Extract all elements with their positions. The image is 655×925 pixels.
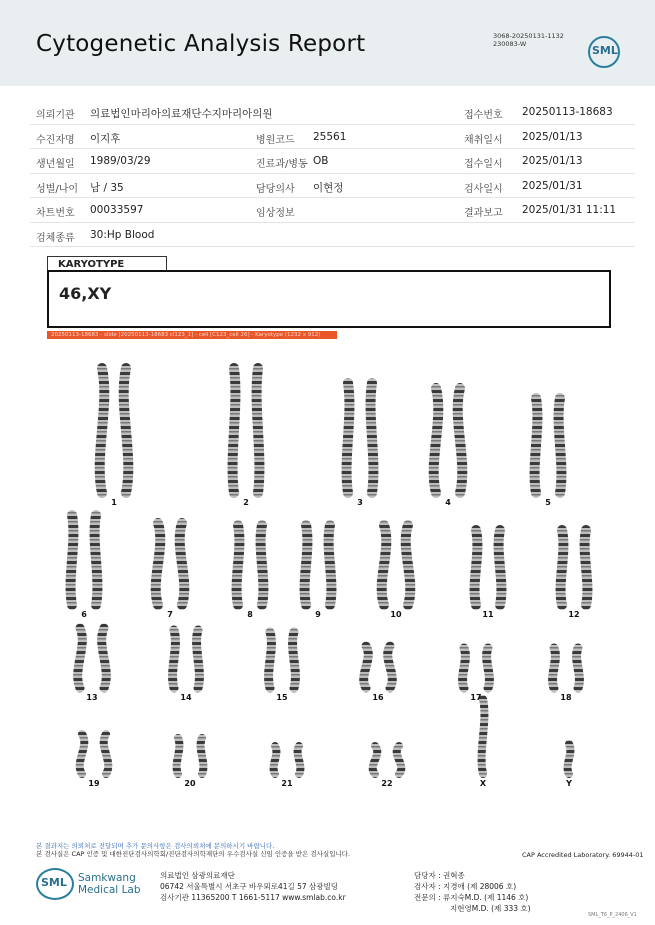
patient-info-table [30,100,635,247]
addr-line3: 검사기관 11365200 T 1661-5117 www.smlab.co.kr [160,893,346,902]
info-value: 30:Hp Blood [90,228,155,241]
report-id [493,32,564,48]
chromosome-label: 11 [482,610,494,619]
info-value: 2025/01/31 11:11 [522,204,617,216]
karyotype-value: 46,XY [59,284,112,303]
karyotype-result-box [47,270,611,328]
chromosome-12 [561,530,564,605]
sign-line2: 검사자 : 지경애 (제 28006 호) [414,882,517,891]
info-row [30,223,635,248]
chromosome-16 [364,646,369,688]
info-label: 의뢰기관 [36,110,75,121]
info-row [30,198,635,223]
report-id-line2: 230083-W [493,40,527,48]
chromosome-label: 3 [357,498,363,507]
report-id-line1: 3068-20250131-1132 [493,32,564,40]
info-label: 임상정보 [256,208,295,219]
chromosome-label: 5 [545,498,551,507]
addr-line2: 06742 서울특별시 서초구 바우뫼로41길 57 삼광빌딩 [160,882,339,891]
sml-logo-text: SML [41,876,67,889]
info-label: 접수번호 [464,110,503,121]
chromosome-label: 14 [180,693,192,702]
chromosome-label: 13 [86,693,98,702]
info-label: 차트번호 [36,208,75,219]
info-label: 생년월일 [36,159,75,170]
chromosome-7 [180,523,185,605]
chromosome-14 [173,630,176,688]
chromosome-2 [257,368,260,493]
signatures [414,870,531,914]
chromosome-label: 20 [184,779,196,788]
footer-notes [36,842,350,858]
karyogram-image [40,345,630,805]
chromosome-label: 1 [111,498,117,507]
slide-caption: 20250113-18683 - slide [20250113-18683 cl123_1] - cell [C123_cell 26] - Karyotype (1232 x 912) [47,331,337,339]
chromosome-label: Y [566,779,572,788]
info-row [30,174,635,199]
chromosome-4 [458,388,463,493]
info-value: 20250113-18683 [522,106,613,118]
info-label: 검체종류 [36,232,75,244]
chromosome-21 [298,746,301,774]
chromosome-label: 17 [470,693,482,702]
chromosome-9 [329,525,332,605]
footer-note-1: 본 결과지는 의뢰처로 전달되며 추가 문의사항은 검사의뢰처에 문의하시기 바랍니다. [36,842,275,850]
info-value: OB [313,155,329,167]
chromosome-label: 15 [276,693,288,702]
chromosome-label: 10 [390,610,402,619]
chromosome-label: X [479,779,487,788]
info-label: 진료과/병동 [256,159,308,170]
chromosome-11 [499,530,502,605]
cap-accreditation: CAP Accredited Laboratory. 69944-01 [522,851,644,859]
chromosome-1 [100,368,105,493]
footer-note-2: 본 검사실은 CAP 인증 및 대한진단검사의학회/진단검사의학재단의 우수검사실 신임 인증을 받은 검사실입니다. [36,850,351,858]
info-value: 2025/01/13 [522,155,583,167]
chromosome-label: 8 [247,610,253,619]
info-value: 2025/01/31 [522,179,583,192]
info-value: 이현정 [313,181,344,194]
chromosome-label: 12 [568,610,580,619]
chromosome-label: 9 [315,610,321,619]
chromosome-6 [71,515,74,605]
chromosome-12 [585,530,588,605]
info-row [30,100,635,125]
lab-name [78,872,141,896]
chromosome-21 [274,746,277,774]
info-label: 접수일시 [464,159,503,170]
chromosome-22 [397,746,402,774]
chromosome-7 [156,523,161,605]
lab-name-line1: Samkwang [78,872,136,884]
chromosome-label: 16 [372,693,384,702]
info-value: 남 / 35 [90,181,124,194]
chromosome-label: 21 [281,779,293,788]
chromosome-4 [434,388,439,493]
chromosome-16 [388,646,393,688]
chromosome-label: 2 [243,498,249,507]
chromosome-label: 6 [81,610,87,619]
lab-address [160,870,346,903]
info-value: 의료법인마리아의료재단수지마리아의원 [90,108,273,120]
chromosome-17 [487,648,490,688]
chromosome-9 [305,525,308,605]
info-label: 검사일시 [464,183,503,195]
lab-name-line2: Medical Lab [78,884,141,896]
chromosome-3 [371,383,374,493]
chromosome-Y [568,744,571,774]
info-label: 결과보고 [464,208,503,219]
chromosome-13 [78,628,83,688]
chromosome-1 [124,368,129,493]
chromosome-15 [293,632,296,688]
info-value: 00033597 [90,204,144,216]
chromosome-20 [201,738,204,774]
info-value: 1989/03/29 [90,155,151,167]
chromosome-11 [475,530,478,605]
chromosome-5 [559,398,562,493]
info-label: 병원코드 [256,134,295,146]
info-label: 수진자명 [36,134,75,146]
chromosome-18 [553,648,556,688]
karyotype-tab: KARYOTYPE [47,256,167,270]
chromosome-10 [382,525,387,605]
chromosome-18 [577,648,580,688]
sml-logo [588,36,620,68]
chromosome-5 [535,398,538,493]
report-title: Cytogenetic Analysis Report [36,31,366,57]
chromosome-2 [233,368,236,493]
info-label: 채취일시 [464,134,503,146]
form-code: SML_T6_P_2406_V1 [588,912,637,918]
chromosome-13 [102,628,107,688]
info-label: 담당의사 [256,183,295,195]
chromosome-3 [347,383,350,493]
chromosome-label: 18 [560,693,572,702]
chromosome-X [482,699,485,774]
info-label: 성별/나이 [36,183,79,195]
chromosome-10 [406,525,411,605]
chromosome-17 [463,648,466,688]
info-value: 이지후 [90,132,121,145]
chromosome-20 [177,738,180,774]
chromosome-6 [95,515,98,605]
chromosome-19 [80,734,85,774]
chromosome-label: 22 [381,779,393,788]
chromosome-label: 19 [88,779,100,788]
info-value: 2025/01/13 [522,130,583,143]
chromosome-8 [237,525,240,605]
sign-line1: 담당자 : 권혁종 [414,871,465,880]
chromosome-22 [373,746,378,774]
chromosome-19 [104,734,109,774]
info-row [30,149,635,174]
chromosome-8 [261,525,264,605]
chromosome-label: 4 [445,498,451,507]
info-row [30,125,635,150]
chromosome-15 [269,632,272,688]
sign-line4: 지현영M.D. (제 333 호) [450,904,531,913]
info-value: 25561 [313,130,347,143]
chromosome-14 [197,630,200,688]
addr-line1: 의료법인 삼광의료재단 [160,871,235,880]
sml-logo-text: SML [592,44,618,57]
chromosome-label: 7 [167,610,173,619]
sign-line3: 전문의 : 류지숙M.D. (제 1146 호) [414,893,529,902]
report-header [0,0,655,86]
